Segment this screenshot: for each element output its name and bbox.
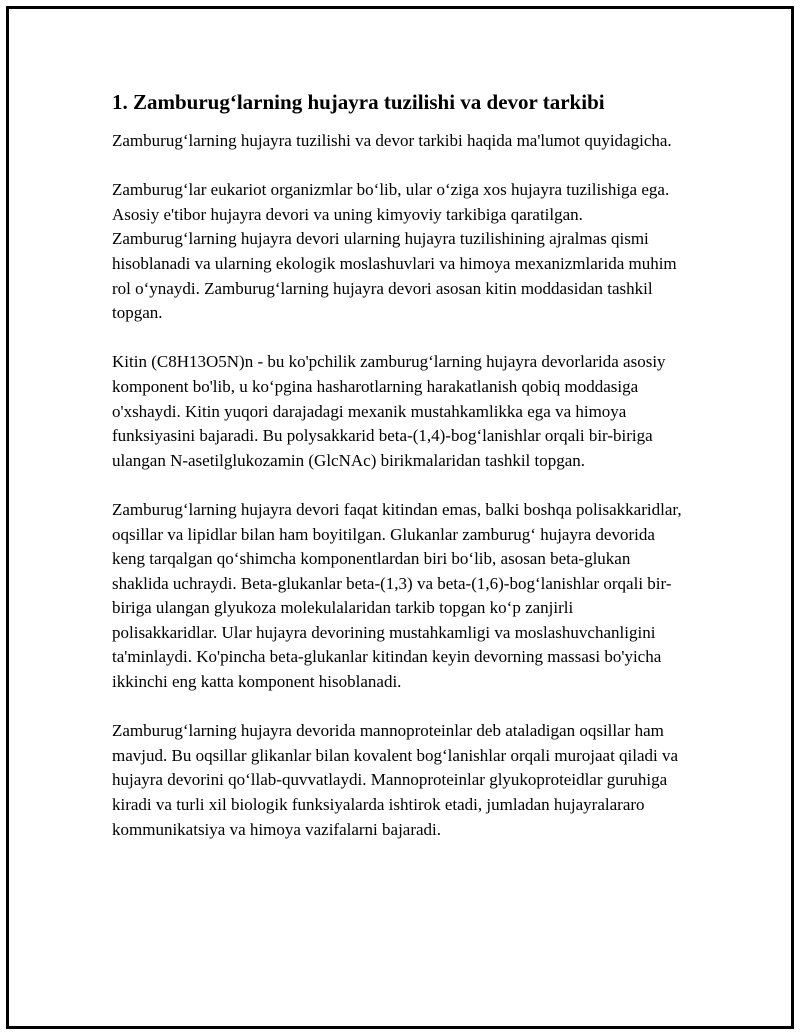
paragraph-chitin: Kitin (C8H13O5N)n - bu ko'pchilik zamburug‘larning hujayra devorlarida asosiy komponent bo'lib, u ko‘pgina hasharotlarning harakatlanish qobiq moddasiga o'xshaydi. Kitin yuqori darajadagi mexanik mustahkamlikka ega va himoya funksiyasini bajaradi. Bu polysakkarid beta-(1,4)-bog‘lanishlar orqali bir-biriga ulangan N-asetilglukozamin (GlcNAc) birikmalaridan tashkil topgan.	[112, 352, 666, 470]
paragraph-mannoproteins: Zamburug‘larning hujayra devorida mannoproteinlar deb ataladigan oqsillar ham mavjud. Bu oqsillar glikanlar bilan kovalent bog‘lanishlar orqali murojaat qiladi va hujayra devorini qo‘llab-quvvatlaydi. Mannoproteinlar glyukoproteidlar guruhiga kiradi va turli xil biologik funksiyalarda ishtirok etadi, jumladan hujayralararo kommunikatsiya va himoya vazifalarni bajaradi.	[112, 721, 679, 839]
paragraph-intro: Zamburug‘larning hujayra tuzilishi va devor tarkibi haqida ma'lumot quyidagicha.	[112, 131, 672, 150]
paragraph-eukaryote: Zamburug‘lar eukariot organizmlar bo‘lib, ular o‘ziga xos hujayra tuzilishiga ega. Asosiy e'tibor hujayra devori va uning kimyoviy tarkibiga qaratilgan. Zamburug‘larning hujayra devori ularning hujayra tuzilishining ajralmas qismi hisoblanadi va ularning ekologik moslashuvlari va himoya mexanizmlarida muhim rol o‘ynaydi. Zamburug‘larning hujayra devori asosan kitin moddasidan tashkil topgan.	[112, 180, 677, 323]
document-body	[112, 88, 682, 867]
paragraph-glucans: Zamburug‘larning hujayra devori faqat kitindan emas, balki boshqa polisakkaridlar, oqsillar va lipidlar bilan ham boyitilgan. Glukanlar zamburug‘ hujayra devorida keng tarqalgan qo‘shimcha komponentlardan biri bo‘lib, asosan beta-glukan shaklida uchraydi. Beta-glukanlar beta-(1,3) va beta-(1,6)-bog‘lanishlar orqali bir-biriga ulangan glyukoza molekulalaridan tarkib topgan ko‘p zanjirli polisakkaridlar. Ular hujayra devorining mustahkamligi va moslashuvchanligini ta'minlaydi. Ko'pincha beta-glukanlar kitindan keyin devorning massasi bo'yicha ikkinchi eng katta komponent hisoblanadi.	[112, 499, 682, 692]
section-title: 1. Zamburug‘larning hujayra tuzilishi va devor tarkibi	[112, 90, 605, 114]
